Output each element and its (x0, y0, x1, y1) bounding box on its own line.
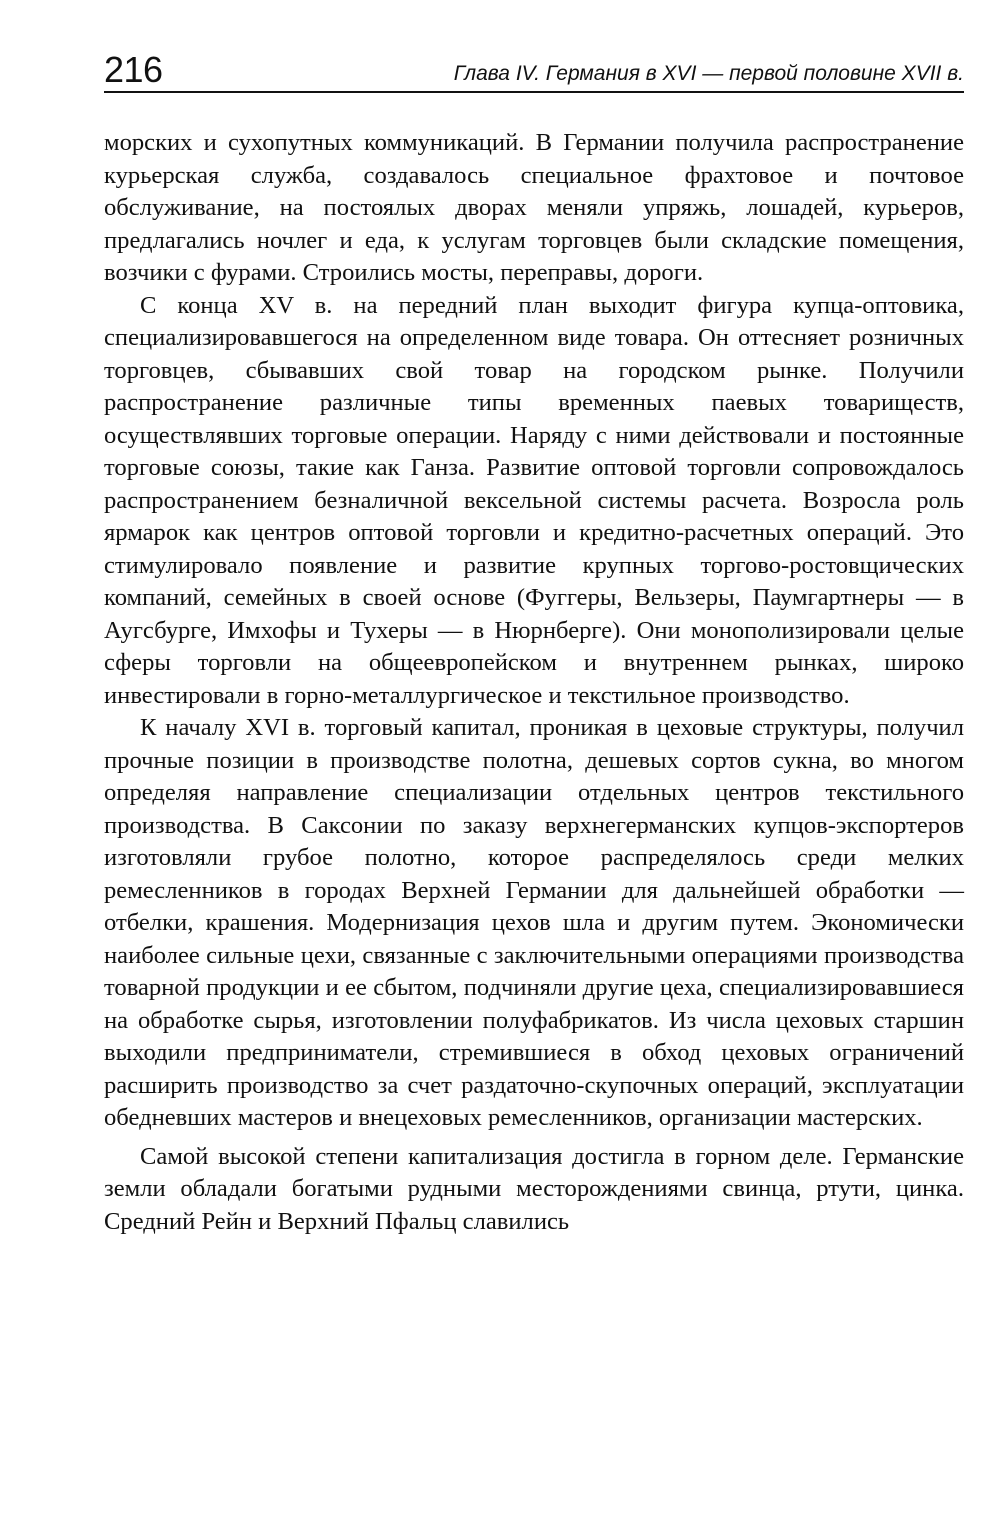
paragraph: С конца XV в. на передний план выходит фигура купца-оптовика, специализировавшегося на определенном виде товара. Он оттесняет розничных торговцев, сбывавших свой товар на городском рынке. Получили распространение различные типы временных паевых товариществ, осуществлявших торговые операции. Наряду с ними действовали и постоянные торговые союзы, такие как Ганза. Развитие оптовой торговли сопровождалось распространением безналичной вексельной системы расчета. Возросла роль ярмарок как центров оптовой торговли и кредитно-расчетных операций. Это стимулировало появление и развитие крупных торгово-ростовщических компаний, семейных в своей основе (Фуггеры, Вельзеры, Паумгартнеры — в Аугсбурге, Имхофы и Тухеры — в Нюрнберге). Они монополизировали целые сферы торговли на общеевропейском и внутреннем рынках, широко инвестировали в горно-металлургическое и текстильное производство. (104, 291, 964, 709)
paragraph-continued: морских и сухопутных коммуникаций. В Германии получила распространение курьерская служба, создавалось специальное фрахтовое и почтовое обслуживание, на постоялых дворах меняли упряжь, лошадей, курьеров, предлагались ночлег и еда, к услугам торговцев были складские помещения, возчики с фурами. Строились мосты, переправы, дороги. (104, 129, 964, 286)
chapter-title: Глава IV. Германия в XVI — первой половине XVII в. (453, 62, 964, 85)
running-header (104, 40, 964, 93)
paragraph: Самой высокой степени капитализация достигла в горном деле. Германские земли обладали богатыми рудными месторождениями свинца, ртути, цинка. Средний Рейн и Верхний Пфальц славились (104, 1142, 964, 1235)
body-text (104, 127, 964, 1238)
page-number: 216 (104, 49, 163, 90)
paragraph: К началу XVI в. торговый капитал, проникая в цеховые структуры, получил прочные позиции в производстве полотна, дешевых сортов сукна, во многом определяя направление специализации отдельных центров текстильного производства. В Саксонии по заказу верхнегерманских купцов-экспортеров изготовляли грубое полотно, которое распределялось среди мелких ремесленников в городах Верхней Германии для дальнейшей обработки — отбелки, крашения. Модернизация цехов шла и другим путем. Экономически наиболее сильные цехи, связанные с заключительными операциями производства товарной продукции и ее сбытом, подчиняли другие цеха, специализировавшиеся на обработке сырья, изготовлении полуфабрикатов. Из числа цеховых старшин выходили предприниматели, стремившиеся в обход цеховых ограничений расширить производство за счет раздаточно-скупочных операций, эксплуатации обедневших мастеров и внецеховых ремесленников, организации мастерских. (104, 714, 964, 1131)
book-page (104, 40, 964, 1238)
